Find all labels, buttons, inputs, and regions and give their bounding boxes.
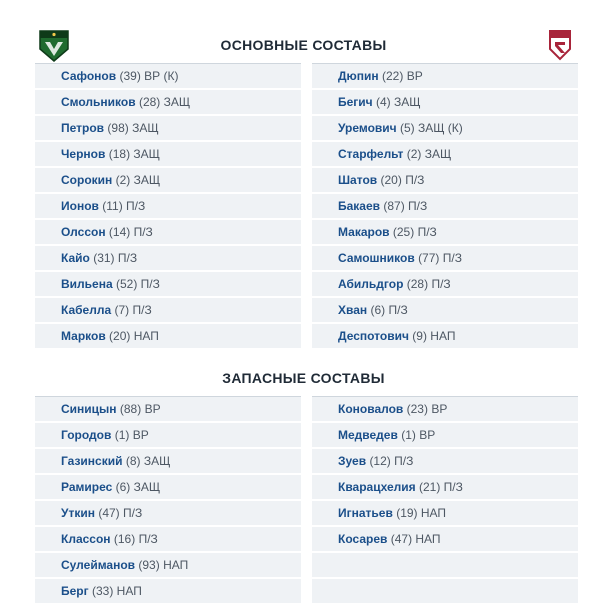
empty-row bbox=[312, 579, 578, 603]
player-row[interactable] bbox=[35, 64, 301, 88]
player-row[interactable] bbox=[35, 142, 301, 166]
player-row[interactable] bbox=[312, 246, 578, 270]
player-row[interactable] bbox=[35, 527, 301, 551]
player-info: (25) П/З bbox=[392, 225, 437, 239]
player-row[interactable] bbox=[312, 475, 578, 499]
player-info: (21) П/З bbox=[419, 480, 463, 494]
player-row[interactable] bbox=[35, 501, 301, 525]
player-row[interactable] bbox=[312, 220, 578, 244]
player-info: (18) ЗАЩ bbox=[108, 147, 160, 161]
player-name[interactable]: Чернов bbox=[61, 147, 106, 161]
player-info: (47) НАП bbox=[390, 532, 441, 546]
player-row[interactable] bbox=[35, 553, 301, 577]
player-name[interactable]: Классон bbox=[61, 532, 111, 546]
player-row[interactable] bbox=[35, 298, 301, 322]
player-name[interactable]: Хван bbox=[338, 303, 368, 317]
player-name[interactable]: Ионов bbox=[61, 199, 99, 213]
player-name[interactable]: Вильена bbox=[61, 277, 113, 291]
player-name[interactable]: Рамирес bbox=[61, 480, 113, 494]
player-info: (20) НАП bbox=[109, 329, 159, 343]
empty-row bbox=[312, 553, 578, 577]
player-name[interactable]: Газинский bbox=[61, 454, 123, 468]
player-row[interactable] bbox=[312, 298, 578, 322]
player-info: (12) П/З bbox=[369, 454, 414, 468]
player-info: (47) П/З bbox=[98, 506, 143, 520]
player-info: (4) ЗАЩ bbox=[375, 95, 421, 109]
player-info: (9) НАП bbox=[412, 329, 456, 343]
player-name[interactable]: Сулейманов bbox=[61, 558, 136, 572]
player-row[interactable] bbox=[35, 220, 301, 244]
away-subs-list bbox=[312, 397, 578, 605]
player-name[interactable]: Петров bbox=[61, 121, 105, 135]
player-name[interactable]: Старфельт bbox=[338, 147, 404, 161]
player-info: (8) ЗАЩ bbox=[125, 454, 171, 468]
player-info: (6) П/З bbox=[370, 303, 408, 317]
player-info: (2) ЗАЩ bbox=[406, 147, 452, 161]
player-row[interactable] bbox=[312, 142, 578, 166]
player-row[interactable] bbox=[35, 324, 301, 348]
player-name[interactable]: Смольников bbox=[61, 95, 136, 109]
player-row[interactable] bbox=[312, 397, 578, 421]
player-row[interactable] bbox=[35, 423, 301, 447]
player-name[interactable]: Берг bbox=[61, 584, 89, 598]
player-row[interactable] bbox=[35, 116, 301, 140]
player-name[interactable]: Косарев bbox=[338, 532, 388, 546]
player-info: (7) П/З bbox=[114, 303, 152, 317]
player-name[interactable]: Кабелла bbox=[61, 303, 112, 317]
player-info: (22) ВР bbox=[382, 69, 423, 83]
home-starting-list bbox=[35, 64, 301, 350]
player-info: (1) ВР bbox=[114, 428, 149, 442]
player-name[interactable]: Шатов bbox=[338, 173, 378, 187]
player-row[interactable] bbox=[35, 194, 301, 218]
player-info: (5) ЗАЩ (К) bbox=[399, 121, 463, 135]
player-name[interactable]: Кварацхелия bbox=[338, 480, 416, 494]
player-row[interactable] bbox=[312, 324, 578, 348]
player-name[interactable]: Уремович bbox=[338, 121, 397, 135]
player-info: (98) ЗАЩ bbox=[107, 121, 159, 135]
player-name[interactable]: Деспотович bbox=[338, 329, 409, 343]
player-row[interactable] bbox=[312, 90, 578, 114]
player-info: (14) П/З bbox=[108, 225, 153, 239]
player-row[interactable] bbox=[312, 527, 578, 551]
player-name[interactable]: Дюпин bbox=[338, 69, 379, 83]
player-info: (1) ВР bbox=[401, 428, 436, 442]
starting-lineups-title: ОСНОВНЫЕ СОСТАВЫ bbox=[220, 37, 387, 53]
player-name[interactable]: Зуев bbox=[338, 454, 367, 468]
player-info: (2) ЗАЩ bbox=[115, 173, 161, 187]
player-info: (31) П/З bbox=[93, 251, 138, 265]
player-row[interactable] bbox=[35, 475, 301, 499]
player-info: (28) ЗАЩ bbox=[138, 95, 191, 109]
player-row[interactable] bbox=[35, 397, 301, 421]
player-row[interactable] bbox=[312, 272, 578, 296]
player-name[interactable]: Олссон bbox=[61, 225, 106, 239]
player-info: (88) ВР bbox=[119, 402, 161, 416]
player-name[interactable]: Уткин bbox=[61, 506, 95, 520]
player-name[interactable]: Коновалов bbox=[338, 402, 404, 416]
player-name[interactable]: Городов bbox=[61, 428, 112, 442]
player-row[interactable] bbox=[312, 423, 578, 447]
player-info: (33) НАП bbox=[91, 584, 142, 598]
player-name[interactable]: Бакаев bbox=[338, 199, 381, 213]
player-row[interactable] bbox=[35, 168, 301, 192]
player-row[interactable] bbox=[35, 272, 301, 296]
player-info: (39) ВР (К) bbox=[119, 69, 179, 83]
player-row[interactable] bbox=[35, 449, 301, 473]
player-name[interactable]: Абильдгор bbox=[338, 277, 404, 291]
player-row[interactable] bbox=[312, 168, 578, 192]
player-row[interactable] bbox=[35, 90, 301, 114]
player-info: (16) П/З bbox=[113, 532, 158, 546]
player-info: (93) НАП bbox=[138, 558, 189, 572]
player-name[interactable]: Макаров bbox=[338, 225, 390, 239]
player-info: (28) П/З bbox=[406, 277, 451, 291]
player-row[interactable] bbox=[312, 501, 578, 525]
player-name[interactable]: Самошников bbox=[338, 251, 415, 265]
substitutes-title: ЗАПАСНЫЕ СОСТАВЫ bbox=[222, 370, 385, 386]
player-info: (20) П/З bbox=[380, 173, 425, 187]
player-info: (19) НАП bbox=[396, 506, 447, 520]
player-row[interactable] bbox=[312, 449, 578, 473]
player-name[interactable]: Бегич bbox=[338, 95, 373, 109]
player-row[interactable] bbox=[312, 194, 578, 218]
player-info: (11) П/З bbox=[102, 199, 146, 213]
player-row[interactable] bbox=[312, 64, 578, 88]
player-name[interactable]: Кайо bbox=[61, 251, 90, 265]
player-row[interactable] bbox=[312, 116, 578, 140]
away-starting-list bbox=[312, 64, 578, 350]
player-name[interactable]: Сафонов bbox=[61, 69, 117, 83]
player-name[interactable]: Игнатьев bbox=[338, 506, 393, 520]
player-info: (87) П/З bbox=[383, 199, 428, 213]
player-name[interactable]: Марков bbox=[61, 329, 106, 343]
player-info: (77) П/З bbox=[418, 251, 462, 265]
player-name[interactable]: Сорокин bbox=[61, 173, 113, 187]
player-name[interactable]: Медведев bbox=[338, 428, 398, 442]
player-name[interactable]: Синицын bbox=[61, 402, 117, 416]
player-info: (23) ВР bbox=[406, 402, 448, 416]
player-info: (6) ЗАЩ bbox=[115, 480, 161, 494]
player-row[interactable] bbox=[35, 246, 301, 270]
player-info: (52) П/З bbox=[115, 277, 160, 291]
home-subs-list bbox=[35, 397, 301, 605]
player-row[interactable] bbox=[35, 579, 301, 603]
